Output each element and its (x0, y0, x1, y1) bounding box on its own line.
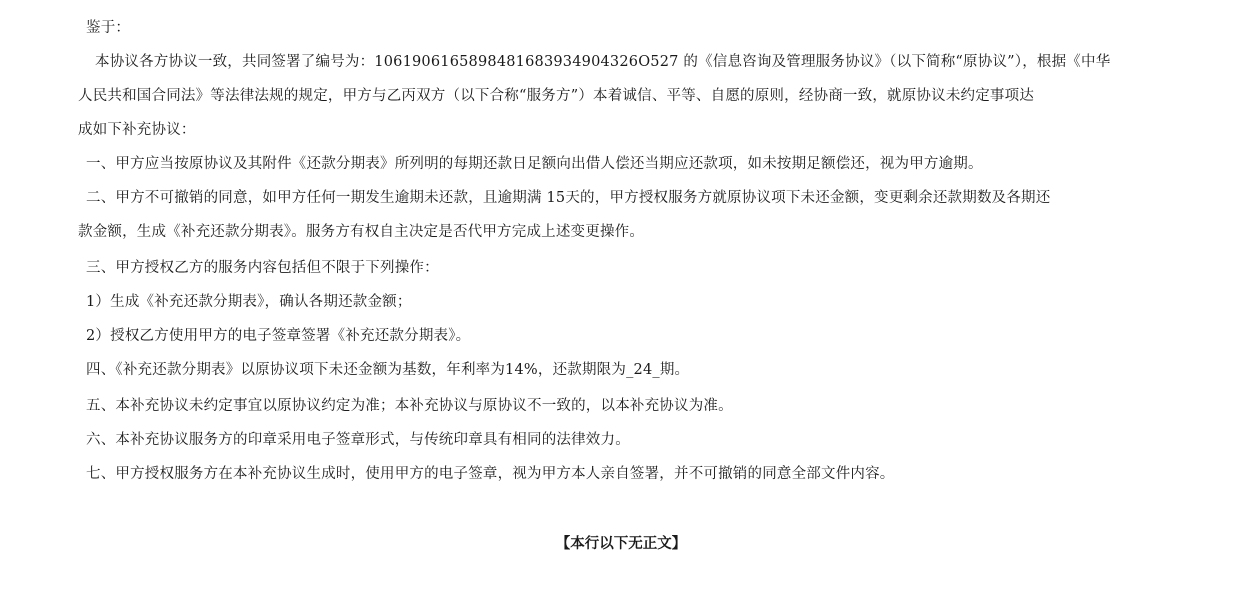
clause-1: 一、甲方应当按原协议及其附件《还款分期表》所列明的每期还款日足额向出借人偿还当期应还款项，如未按期足额偿还，视为甲方逾期。 (86, 156, 983, 172)
clause-3-item-2: 2）授权乙方使用甲方的电子签章签署《补充还款分期表》。 (86, 328, 471, 344)
clause-3-item-1: 1）生成《补充还款分期表》，确认各期还款金额； (86, 294, 412, 310)
preamble-line-2: 人民共和国合同法》等法律法规的规定，甲方与乙丙双方（以下合称“服务方”）本着诚信、平等、自愿的原则，经协商一致，就原协议未约定事项达 (78, 88, 1035, 104)
clause-3: 三、甲方授权乙方的服务内容包括但不限于下列操作： (86, 260, 439, 276)
preamble-line-1: 本协议各方协议一致，共同签署了编号为：1061906165898481683934904326O527 的《信息咨询及管理服务协议》（以下简称“原协议”），根据《中华 (95, 54, 1111, 70)
clause-2-line-1: 二、甲方不可撤销的同意，如甲方任何一期发生逾期未还款，且逾期满 15天的，甲方授权服务方就原协议项下未还金额，变更剩余还款期数及各期还 (86, 190, 1051, 206)
end-of-text-marker: 【本行以下无正文】 (555, 535, 687, 552)
heading-whereas: 鉴于： (86, 20, 131, 36)
preamble-line-3: 成如下补充协议： (78, 122, 196, 138)
clause-6: 六、本补充协议服务方的印章采用电子签章形式，与传统印章具有相同的法律效力。 (86, 432, 630, 448)
clause-7: 七、甲方授权服务方在本补充协议生成时，使用甲方的电子签章，视为甲方本人亲自签署，并不可撤销的同意全部文件内容。 (86, 466, 895, 482)
clause-2-line-2: 款金额，生成《补充还款分期表》。服务方有权自主决定是否代甲方完成上述变更操作。 (78, 224, 645, 240)
clause-5: 五、本补充协议未约定事宜以原协议约定为准；本补充协议与原协议不一致的，以本补充协议为准。 (86, 398, 733, 414)
clause-4: 四、《补充还款分期表》以原协议项下未还金额为基数，年利率为14%，还款期限为_24_期。 (86, 362, 690, 378)
